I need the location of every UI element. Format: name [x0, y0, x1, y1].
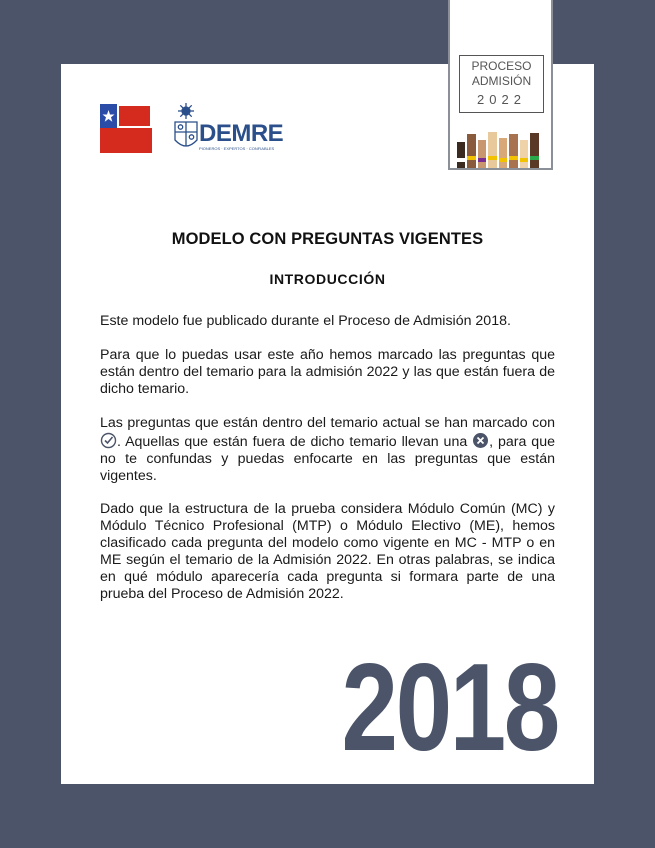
badge-line-2: ADMISIÓN — [471, 74, 532, 88]
paragraph-3 — [100, 415, 555, 485]
paragraph-1: Este modelo fue publicado durante el Proceso de Admisión 2018. — [100, 313, 511, 329]
section-heading: INTRODUCCIÓN — [269, 271, 386, 287]
badge-frame — [459, 55, 544, 113]
badge-line-1: PROCESO — [471, 59, 532, 73]
paragraph-3-part-c: , para que no te confundas y puedas enfocarte en las preguntas que están vigentes. — [100, 434, 555, 484]
paragraph-4: Dado que la estructura de la prueba considera Módulo Común (MC) y Módulo Técnico Profesional (MTP) o Módulo Electivo (ME), hemos clasificado cada pregunta del modelo como vigente en MC - MTP o en ME según el temario de la Admisión 2022. En otras palabras, se indica en qué módulo aparecería cada pregunta si formara parte de una prueba del Proceso de Admisión 2022. — [100, 501, 555, 602]
admission-badge — [448, 0, 553, 170]
page-title: MODELO CON PREGUNTAS VIGENTES — [171, 230, 484, 248]
check-circle-icon — [100, 432, 117, 449]
badge-line-3: 2022 — [477, 92, 526, 107]
demre-seal-icon — [172, 102, 200, 154]
paragraph-3-part-b: . Aquellas que están fuera de dicho temario llevan una — [117, 434, 468, 450]
demre-name: DEMRE — [199, 120, 284, 147]
demre-tagline: PIONEROS · EXPERTOS · CONFIABLES — [199, 146, 275, 151]
chile-gov-logo — [100, 104, 152, 153]
paragraph-3-part-a: Las preguntas que están dentro del temario actual se han marcado con — [100, 415, 555, 431]
x-circle-icon — [472, 432, 489, 449]
raised-hands-icon — [454, 128, 549, 168]
year-watermark: 2018 — [341, 639, 558, 777]
paragraph-2: Para que lo puedas usar este año hemos marcado las preguntas que están dentro del temario para la admisión 2022 y las que están fuera de dicho temario. — [100, 347, 555, 397]
demre-logo — [172, 102, 290, 154]
